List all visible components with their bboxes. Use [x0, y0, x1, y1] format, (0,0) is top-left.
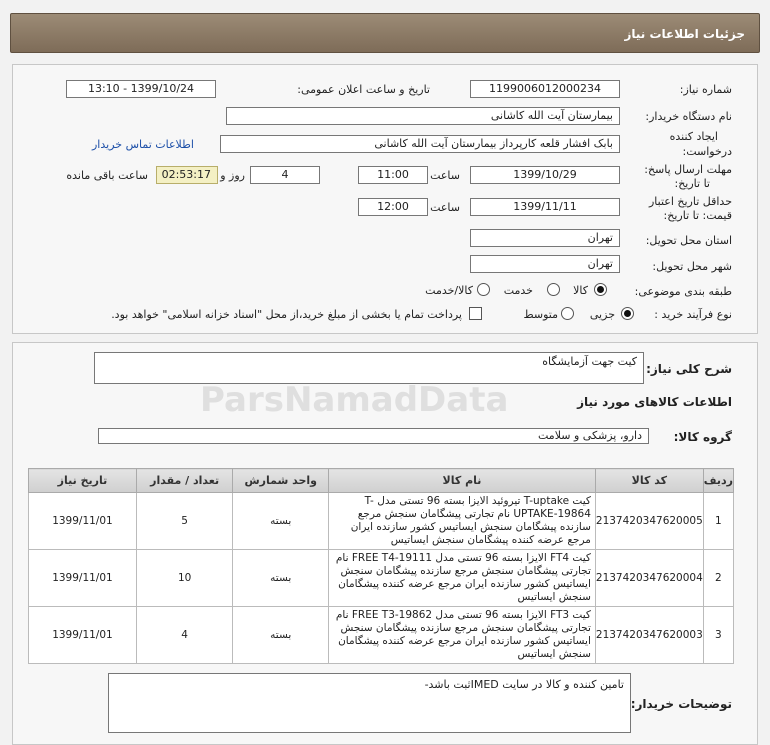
- goods-group-label: گروه کالا:: [673, 430, 732, 444]
- city-label: شهر محل تحویل:: [652, 260, 732, 273]
- buyer-org-field: بیمارستان آیت الله کاشانی: [226, 107, 620, 125]
- general-desc-field: کیت جهت آزمایشگاه: [94, 352, 644, 384]
- creator-field: بابک افشار قلعه کارپرداز بیمارستان آیت الله کاشانی: [220, 135, 620, 153]
- category-service-radio[interactable]: [547, 283, 560, 296]
- category-service-label: خدمت: [503, 284, 533, 297]
- col-qty: تعداد / مقدار: [136, 469, 232, 493]
- row-qty: 4: [136, 607, 232, 664]
- contact-buyer-link[interactable]: اطلاعات تماس خریدار: [92, 138, 194, 151]
- buyer-notes-field: تامین کننده و کالا در سایت IMEDثبت باشد-: [108, 673, 631, 733]
- need-number-field: 1199006012000234: [470, 80, 620, 98]
- row-unit: بسته: [233, 550, 329, 607]
- process-medium-label: متوسط: [523, 308, 558, 321]
- row-unit: بسته: [233, 493, 329, 550]
- row-name: کیت T-uptake تیروئید الایزا بسته 96 تستی مدل T-UPTAKE-19864 نام تجارتی پیشگامان سنجش مرجع سازنده پیشگامان سنجش ایساتیس کشور سازنده ایران مرجع عرضه کننده پیشگامان سنجش ایساتیس: [329, 493, 596, 550]
- province-field: تهران: [470, 229, 620, 247]
- deadline-label-1: مهلت ارسال پاسخ:: [644, 163, 732, 176]
- goods-group-field: دارو، پزشکی و سلامت: [98, 428, 649, 444]
- creator-label-1: ایجاد کننده: [669, 130, 718, 143]
- category-goods-service-radio[interactable]: [477, 283, 490, 296]
- process-label: نوع فرآیند خرید :: [654, 308, 732, 321]
- validity-time-label: ساعت: [430, 201, 460, 214]
- goods-table: [28, 468, 734, 664]
- process-minor-label: جزیی: [589, 308, 615, 321]
- row-index: 2: [703, 550, 733, 607]
- category-goods-radio[interactable]: [594, 283, 607, 296]
- category-label: طبقه بندی موضوعی:: [634, 285, 732, 298]
- row-qty: 10: [136, 550, 232, 607]
- general-desc-label: شرح کلی نیاز:: [646, 362, 732, 376]
- province-label: استان محل تحویل:: [645, 234, 732, 247]
- row-name: کیت FT3 الایزا بسته 96 تستی مدل FREE T3-19862 نام تجارتی پیشگامان سنجش مرجع سازنده پیشگامان سنجش ایساتیس کشور سازنده ایران مرجع عرضه کننده پیشگامان سنجش ایساتیس: [329, 607, 596, 664]
- row-code: 2137420347620004: [595, 550, 703, 607]
- row-date: 1399/11/01: [29, 493, 137, 550]
- row-unit: بسته: [233, 607, 329, 664]
- days-label: روز و: [220, 169, 245, 182]
- category-goods-label: کالا: [573, 284, 588, 297]
- watermark-logo: ParsNamadData: [200, 380, 509, 420]
- validity-date-field: 1399/11/11: [470, 198, 620, 216]
- buyer-notes-label: توضیحات خریدار:: [630, 697, 732, 711]
- table-row: [29, 607, 734, 664]
- page-title: جزئیات اطلاعات نیاز: [624, 27, 745, 41]
- table-row: [29, 493, 734, 550]
- creator-label-2: درخواست:: [682, 145, 732, 158]
- row-code: 2137420347620005: [595, 493, 703, 550]
- validity-time-field: 12:00: [358, 198, 428, 216]
- validity-label-1: حداقل تاریخ اعتبار: [648, 195, 732, 208]
- row-date: 1399/11/01: [29, 550, 137, 607]
- validity-label-2: قیمت: تا تاریخ:: [663, 209, 732, 222]
- row-date: 1399/11/01: [29, 607, 137, 664]
- buyer-org-label: نام دستگاه خریدار:: [645, 110, 732, 123]
- col-unit: واحد شمارش: [233, 469, 329, 493]
- table-row: [29, 550, 734, 607]
- city-field: تهران: [470, 255, 620, 273]
- category-goods-service-label: کالا/خدمت: [425, 284, 473, 297]
- need-number-label: شماره نیاز:: [679, 83, 732, 96]
- row-code: 2137420347620003: [595, 607, 703, 664]
- treasury-payment-checkbox[interactable]: [469, 307, 482, 320]
- col-name: نام کالا: [329, 469, 596, 493]
- remaining-label: ساعت باقی مانده: [66, 169, 148, 182]
- announce-label: تاریخ و ساعت اعلان عمومی:: [297, 83, 430, 96]
- row-index: 1: [703, 493, 733, 550]
- row-index: 3: [703, 607, 733, 664]
- goods-table-header: [29, 469, 734, 493]
- deadline-time-label: ساعت: [430, 169, 460, 182]
- col-code: کد کالا: [595, 469, 703, 493]
- remaining-time-field: 02:53:17: [156, 166, 218, 184]
- treasury-payment-note: پرداخت تمام یا بخشی از مبلغ خرید،از محل "اسناد خزانه اسلامی" خواهد بود.: [111, 308, 462, 321]
- deadline-time-field: 11:00: [358, 166, 428, 184]
- announce-field: 1399/10/24 - 13:10: [66, 80, 216, 98]
- row-name: کیت FT4 الایزا بسته 96 تستی مدل FREE T4-19111 نام تجارتی پیشگامان سنجش مرجع سازنده پیشگامان سنجش ایساتیس کشور سازنده ایران مرجع عرضه کننده پیشگامان سنجش ایساتیس: [329, 550, 596, 607]
- process-minor-radio[interactable]: [621, 307, 634, 320]
- days-field: 4: [250, 166, 320, 184]
- col-row-index: ردیف: [703, 469, 733, 493]
- deadline-label-2: تا تاریخ:: [674, 177, 710, 190]
- page-header: [10, 13, 760, 53]
- process-medium-radio[interactable]: [561, 307, 574, 320]
- goods-info-title: اطلاعات کالاهای مورد نیاز: [577, 395, 732, 409]
- row-qty: 5: [136, 493, 232, 550]
- deadline-date-field: 1399/10/29: [470, 166, 620, 184]
- col-date: تاریخ نیاز: [29, 469, 137, 493]
